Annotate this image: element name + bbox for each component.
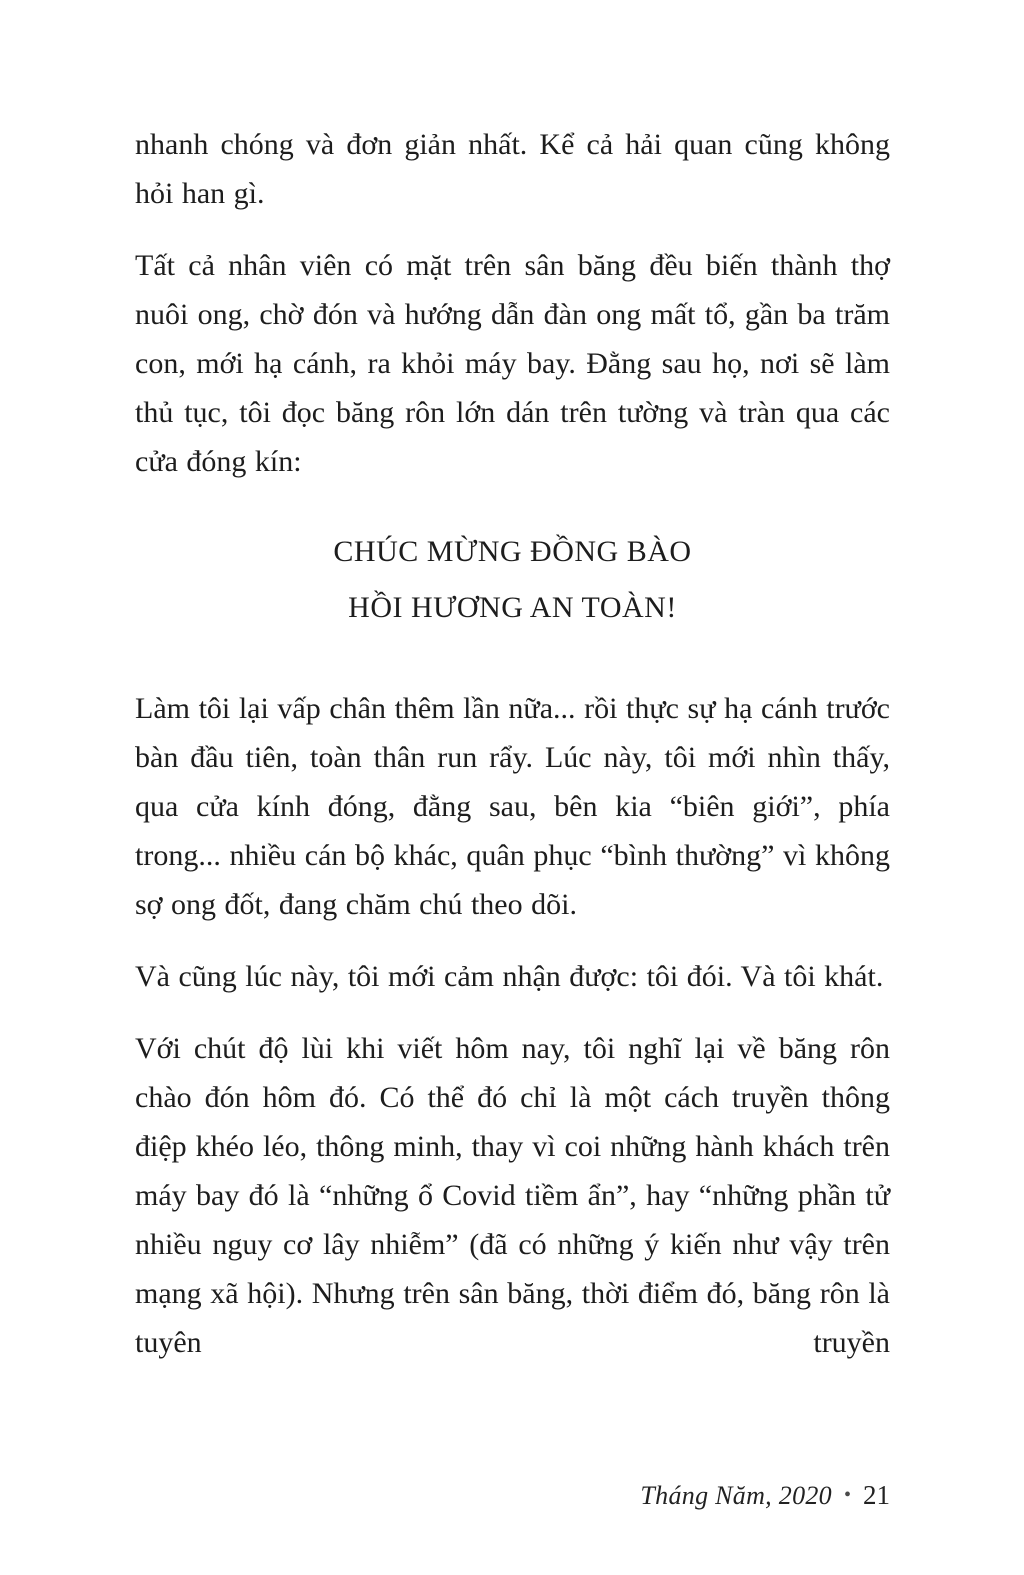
banner-text: [135, 524, 890, 636]
footer-separator-dot: •: [843, 1484, 851, 1506]
page-body-text: [135, 120, 890, 1367]
paragraph-2: Tất cả nhân viên có mặt trên sân băng đều biến thành thợ nuôi ong, chờ đón và hướng dẫn đàn ong mất tổ, gần ba trăm con, mới hạ cánh, ra khỏi máy bay. Đằng sau họ, nơi sẽ làm thủ tục, tôi đọc băng rôn lớn dán trên tường và tràn qua các cửa đóng kín:: [135, 249, 890, 478]
banner-line-2: HỒI HƯƠNG AN TOÀN!: [348, 591, 677, 624]
footer-page-number: 21: [863, 1480, 890, 1510]
footer-chapter-date: Tháng Năm, 2020: [640, 1481, 832, 1510]
paragraph-5: Với chút độ lùi khi viết hôm nay, tôi nghĩ lại về băng rôn chào đón hôm đó. Có thể đó chỉ là một cách truyền thông điệp khéo léo, thông minh, thay vì coi những hành khách trên máy bay đó là “những ổ Covid tiềm ẩn”, hay “những phần tử nhiều nguy cơ lây nhiễm” (đã có những ý kiến như vậy trên mạng xã hội). Nhưng trên sân băng, thời điểm đó, băng rôn là tuyên truyền: [135, 1032, 890, 1359]
paragraph-4: Và cũng lúc này, tôi mới cảm nhận được: tôi đói. Và tôi khát.: [135, 960, 884, 993]
page-footer: [640, 1480, 890, 1511]
banner-line-1: CHÚC MỪNG ĐỒNG BÀO: [333, 535, 692, 568]
paragraph-1: nhanh chóng và đơn giản nhất. Kể cả hải quan cũng không hỏi han gì.: [135, 128, 890, 210]
paragraph-3: Làm tôi lại vấp chân thêm lần nữa... rồi thực sự hạ cánh trước bàn đầu tiên, toàn thân run rẩy. Lúc này, tôi mới nhìn thấy, qua cửa kính đóng, đằng sau, bên kia “biên giới”, phía trong... nhiều cán bộ khác, quân phục “bình thường” vì không sợ ong đốt, đang chăm chú theo dõi.: [135, 692, 890, 921]
